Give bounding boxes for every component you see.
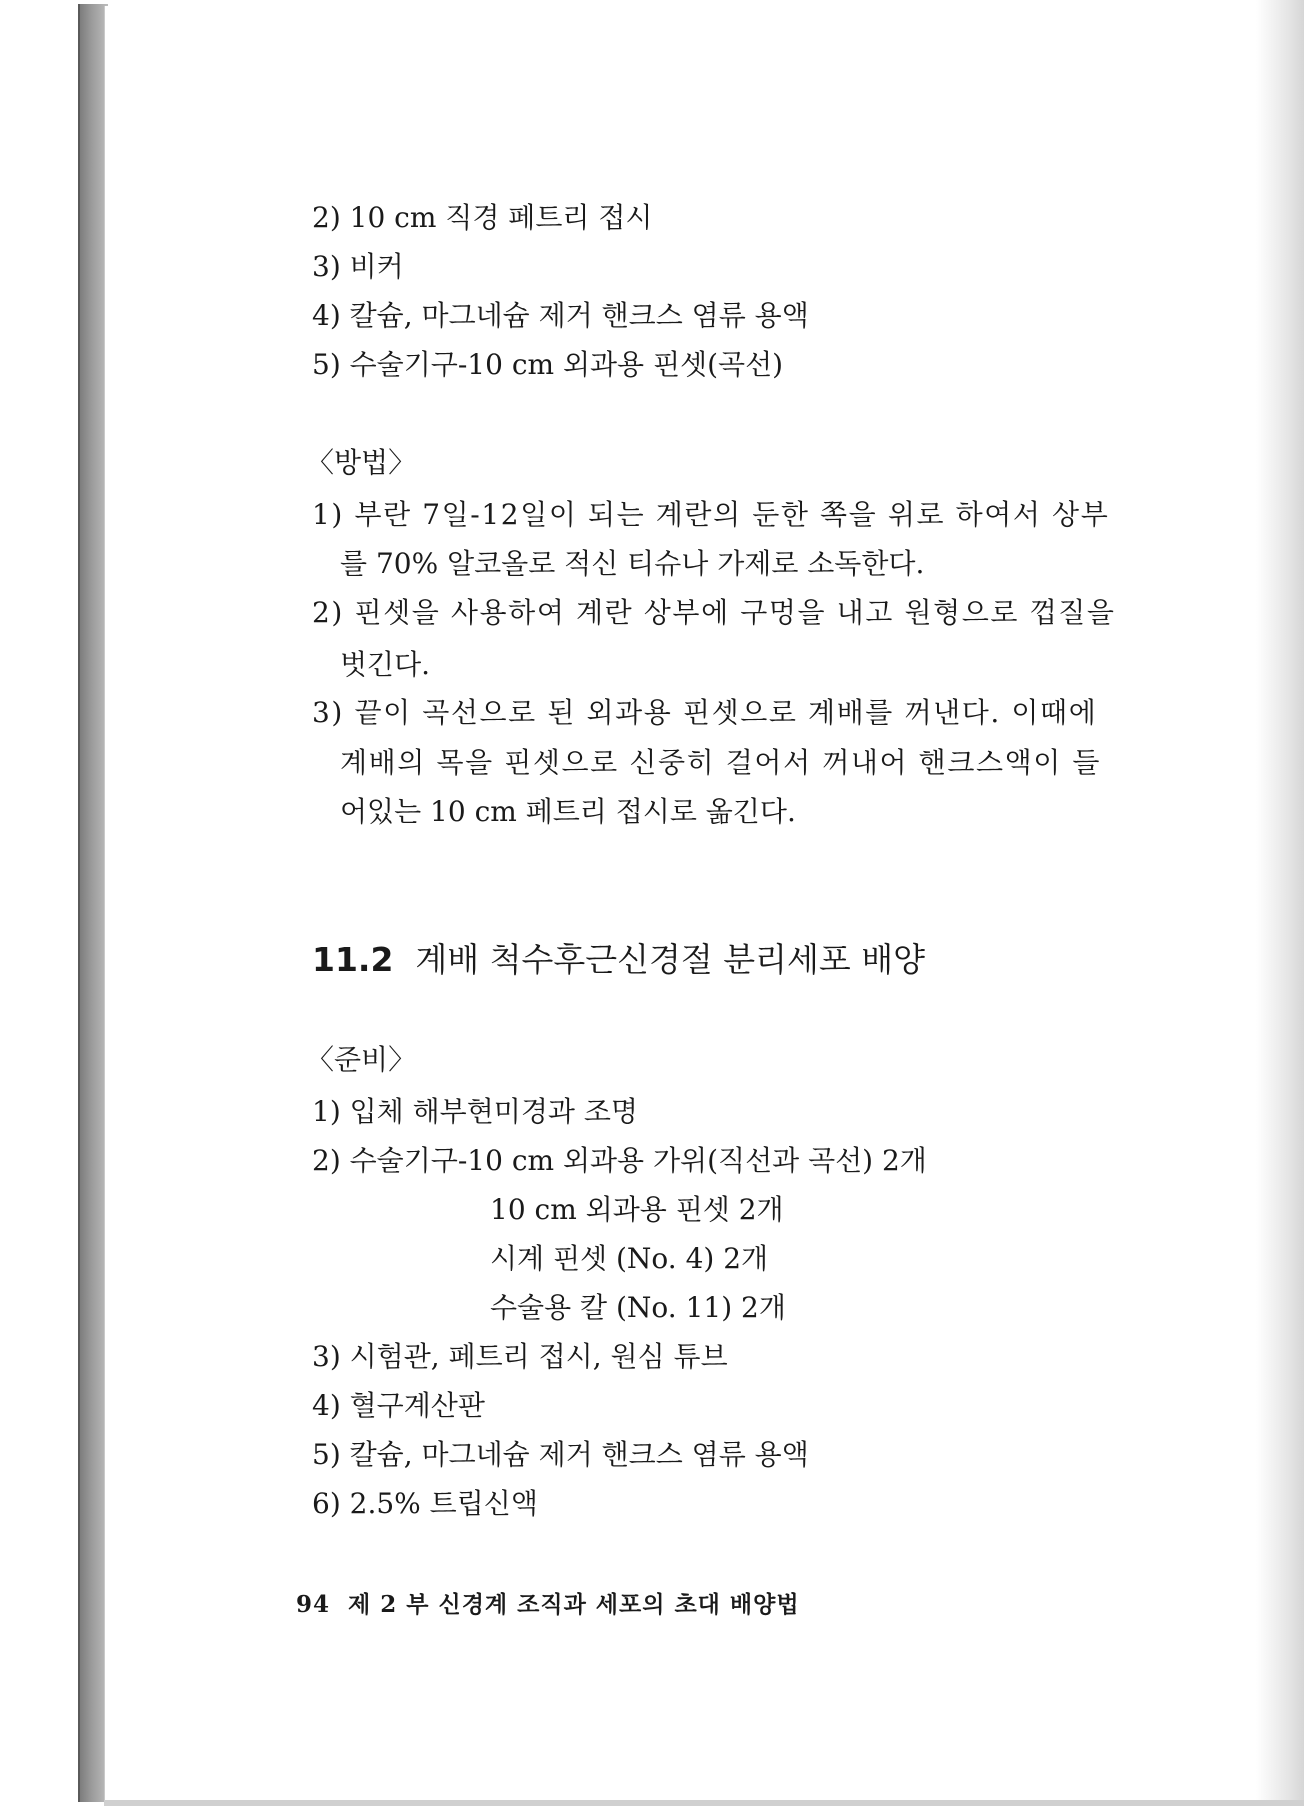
materials-item: 4) 칼슘, 마그네슘 제거 핸크스 염류 용액 (312, 299, 809, 332)
section-number: 11.2 (312, 940, 394, 979)
method-line: 벗긴다. (340, 648, 431, 681)
materials-item: 3) 비커 (312, 250, 404, 283)
prep-item: 3) 시험관, 페트리 접시, 원심 튜브 (312, 1340, 728, 1373)
book-page (104, 6, 1281, 1800)
prep-subitem: 수술용 칼 (No. 11) 2개 (490, 1291, 786, 1324)
prep-item: 6) 2.5% 트립신액 (312, 1487, 538, 1520)
running-title: 제 2 부 신경계 조직과 세포의 초대 배양법 (348, 1591, 800, 1618)
method-line: 2) 핀셋을 사용하여 계란 상부에 구멍을 내고 원형으로 껍질을 (312, 596, 1116, 629)
section-title: 계배 척수후근신경절 분리세포 배양 (415, 940, 926, 979)
method-line: 어있는 10 cm 페트리 접시로 옮긴다. (340, 795, 796, 828)
prep-item: 1) 입체 해부현미경과 조명 (312, 1095, 638, 1128)
prep-subitem: 10 cm 외과용 핀셋 2개 (490, 1193, 784, 1226)
method-line: 를 70% 알코올로 적신 티슈나 가제로 소독한다. (340, 547, 925, 580)
method-heading: 〈방법〉 (306, 446, 417, 479)
method-line: 3) 끝이 곡선으로 된 외과용 핀셋으로 계배를 꺼낸다. 이때에 (312, 696, 1098, 729)
prep-heading: 〈준비〉 (306, 1043, 417, 1076)
page-footer (296, 1586, 800, 1619)
prep-item: 5) 칼슘, 마그네슘 제거 핸크스 염류 용액 (312, 1438, 809, 1471)
method-line: 계배의 목을 핀셋으로 신중히 걸어서 꺼내어 핸크스액이 들 (340, 746, 1102, 779)
prep-item: 4) 혈구계산판 (312, 1389, 485, 1422)
prep-subitem: 시계 핀셋 (No. 4) 2개 (490, 1242, 769, 1275)
page-number: 94 (296, 1591, 331, 1618)
page-bottom-shadow (104, 1800, 1304, 1806)
method-line: 1) 부란 7일-12일이 되는 계란의 둔한 쪽을 위로 하여서 상부 (312, 498, 1110, 531)
page-right-shadow (1256, 0, 1304, 1806)
materials-item: 2) 10 cm 직경 페트리 접시 (312, 201, 653, 234)
prep-item: 2) 수술기구-10 cm 외과용 가위(직선과 곡선) 2개 (312, 1144, 927, 1177)
materials-item: 5) 수술기구-10 cm 외과용 핀셋(곡선) (312, 348, 784, 381)
section-heading (312, 934, 925, 981)
